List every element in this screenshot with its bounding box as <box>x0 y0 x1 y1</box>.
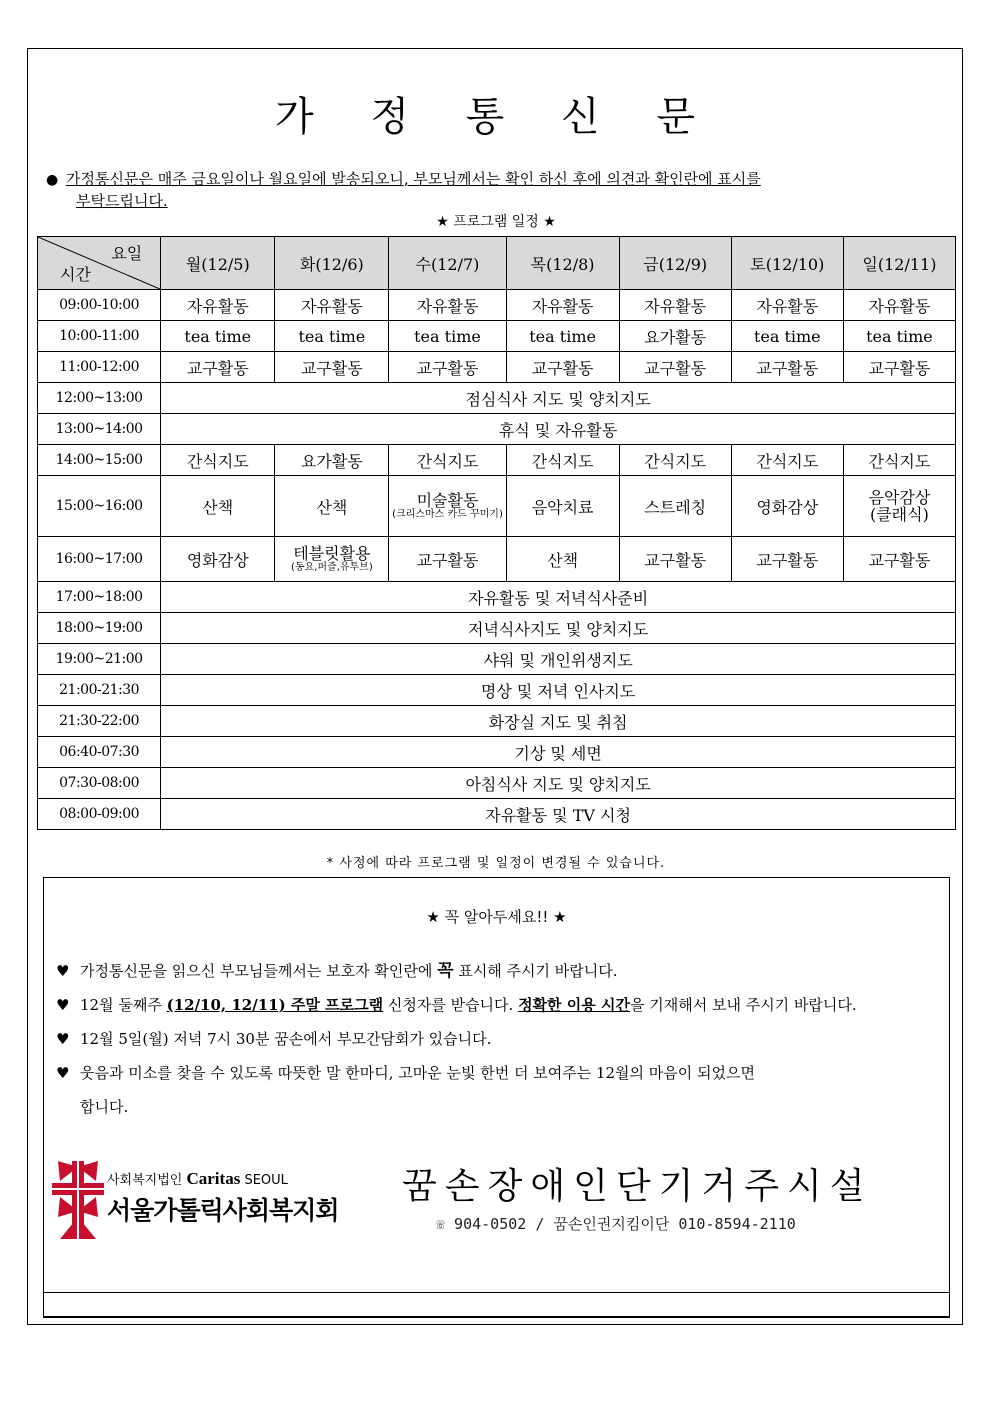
activity-cell <box>843 537 955 582</box>
activity-cell <box>619 321 731 352</box>
notice <box>46 168 916 212</box>
activity-cell <box>389 321 506 352</box>
activity-cell <box>843 445 955 476</box>
activity-cell <box>275 352 389 383</box>
activity-cell <box>506 476 619 537</box>
time-cell: 12:00~13:00 <box>38 383 161 414</box>
activity-label: 영화감상 <box>756 497 819 517</box>
activity-label: 간식지도 <box>756 451 819 471</box>
contact-info <box>436 1213 796 1234</box>
table-row <box>38 582 956 613</box>
day-header: 월(12/5) <box>161 237 275 290</box>
time-cell: 09:00-10:00 <box>38 290 161 321</box>
table-row <box>38 706 956 737</box>
span-activity-cell: 점심식사 지도 및 양치지도 <box>161 383 956 414</box>
heart-icon: ♥ <box>56 1064 70 1082</box>
activity-label: 교구활동 <box>416 550 479 570</box>
span-activity-cell: 자유활동 및 TV 시청 <box>161 799 956 830</box>
activity-sublabel: (크리스마스 카드 꾸미기) <box>392 508 503 520</box>
activity-label: 교구활동 <box>756 550 819 570</box>
activity-cell <box>731 352 843 383</box>
notice-line-1: 가정통신문은 매주 금요일이나 월요일에 발송되오니, 부모님께서는 확인 하신 후에 의견과 확인란에 표시를 <box>66 170 761 188</box>
activity-label: 요가활동 <box>300 451 363 471</box>
day-header: 토(12/10) <box>731 237 843 290</box>
activity-label: tea time <box>753 326 821 346</box>
org-name: 서울가톨릭사회복지회 <box>107 1196 339 1225</box>
table-row <box>38 768 956 799</box>
activity-label: 자유활동 <box>300 296 363 316</box>
table-row <box>38 290 956 321</box>
activity-cell <box>843 290 955 321</box>
time-cell: 10:00-11:00 <box>38 321 161 352</box>
day-header: 화(12/6) <box>275 237 389 290</box>
activity-cell <box>731 537 843 582</box>
span-activity-cell: 기상 및 세면 <box>161 737 956 768</box>
table-row <box>38 383 956 414</box>
day-header: 목(12/8) <box>506 237 619 290</box>
activity-label: 교구활동 <box>868 358 931 378</box>
corner-time-label: 시간 <box>60 265 91 284</box>
time-cell: 16:00~17:00 <box>38 537 161 582</box>
heart-icon: ♥ <box>56 1030 70 1048</box>
time-cell: 18:00~19:00 <box>38 613 161 644</box>
activity-label: 간식지도 <box>644 451 707 471</box>
schedule-title: ★ 프로그램 일정 ★ <box>436 214 556 230</box>
activity-cell <box>275 290 389 321</box>
span-activity-cell: 휴식 및 자유활동 <box>161 414 956 445</box>
note-text: 을 기재해서 보내 주시기 바랍니다. <box>629 996 857 1014</box>
activity-label: 간식지도 <box>416 451 479 471</box>
activity-label: 자유활동 <box>756 296 819 316</box>
activity-cell <box>619 290 731 321</box>
note-text: 웃음과 미소를 찾을 수 있도록 따뜻한 말 한마디, 고마운 눈빛 한번 더 보여주는 12월의 마음이 되었으면 <box>80 1064 755 1082</box>
caritas-cross-icon <box>52 1161 104 1239</box>
activity-label: 산책 <box>547 550 579 570</box>
table-row <box>38 537 956 582</box>
span-activity-cell: 자유활동 및 저녁식사준비 <box>161 582 956 613</box>
activity-sublabel: (동요,퍼즐,유투브) <box>290 561 373 573</box>
time-cell: 13:00~14:00 <box>38 414 161 445</box>
note-text: 12월 5일(월) 저녁 7시 30분 꿈손에서 부모간담회가 있습니다. <box>80 1030 492 1048</box>
activity-label: 요가활동 <box>644 327 707 347</box>
note-emphasis: (12/10, 12/11) 주말 프로그램 <box>166 996 384 1014</box>
notice-line-2: 부탁드립니다. <box>76 192 168 210</box>
time-cell: 15:00~16:00 <box>38 476 161 537</box>
note-text: 표시해 주시기 바랍니다. <box>453 962 618 980</box>
table-row <box>38 644 956 675</box>
activity-cell <box>161 290 275 321</box>
activity-label: 간식지도 <box>186 451 249 471</box>
time-cell: 17:00~18:00 <box>38 582 161 613</box>
span-activity-cell: 샤워 및 개인위생지도 <box>161 644 956 675</box>
activity-label: 자유활동 <box>868 296 931 316</box>
note-item <box>56 988 936 1022</box>
activity-cell <box>506 537 619 582</box>
table-row <box>38 445 956 476</box>
bullet-icon: ● <box>46 172 59 188</box>
activity-cell <box>389 445 506 476</box>
activity-cell <box>619 537 731 582</box>
table-row <box>38 476 956 537</box>
table-row <box>38 737 956 768</box>
table-row <box>38 321 956 352</box>
phone-icon: ☏ <box>436 1215 446 1233</box>
activity-label: 교구활동 <box>531 358 594 378</box>
notes-list <box>56 954 936 1124</box>
note-text: 12월 둘째주 <box>80 996 167 1014</box>
activity-cell <box>161 445 275 476</box>
corner-cell <box>38 237 161 290</box>
activity-cell <box>506 445 619 476</box>
activity-cell <box>275 476 389 537</box>
activity-cell <box>731 445 843 476</box>
activity-cell <box>619 476 731 537</box>
activity-label: 자유활동 <box>644 296 707 316</box>
activity-label: 테블릿활용 <box>293 543 371 563</box>
time-cell: 06:40-07:30 <box>38 737 161 768</box>
table-header-row <box>38 237 956 290</box>
table-row <box>38 414 956 445</box>
table-row <box>38 352 956 383</box>
activity-label: 교구활동 <box>416 358 479 378</box>
activity-label: 간식지도 <box>531 451 594 471</box>
day-header: 일(12/11) <box>843 237 955 290</box>
info-box <box>43 877 950 1317</box>
note-emphasis: 정확한 이용 시간 <box>518 996 630 1014</box>
note-item <box>56 1056 936 1124</box>
day-header: 금(12/9) <box>619 237 731 290</box>
activity-sublabel: (클래식) <box>869 505 929 524</box>
activity-cell <box>161 537 275 582</box>
activity-cell <box>843 321 955 352</box>
activity-label: 음악감상 <box>868 488 931 507</box>
table-row <box>38 799 956 830</box>
activity-label: 미술활동 <box>416 490 479 510</box>
activity-cell <box>619 352 731 383</box>
note-text: 가정통신문을 읽으신 부모님들께서는 보호자 확인란에 <box>80 962 438 980</box>
activity-cell <box>389 290 506 321</box>
note-item <box>56 954 936 988</box>
table-row <box>38 675 956 706</box>
activity-label: 교구활동 <box>186 358 249 378</box>
facility-name: 꿈손장애인단기거주시설 <box>402 1166 873 1207</box>
activity-cell <box>389 476 506 537</box>
activity-cell <box>275 445 389 476</box>
time-cell: 14:00~15:00 <box>38 445 161 476</box>
activity-cell <box>843 352 955 383</box>
caritas-logo <box>52 1161 382 1245</box>
activity-cell <box>161 321 275 352</box>
span-activity-cell: 화장실 지도 및 취침 <box>161 706 956 737</box>
activity-label: tea time <box>866 326 933 346</box>
activity-label: 교구활동 <box>868 550 931 570</box>
activity-cell <box>389 537 506 582</box>
activity-label: tea time <box>414 326 481 346</box>
activity-cell <box>161 476 275 537</box>
activity-label: 교구활동 <box>300 358 363 378</box>
activity-cell <box>506 352 619 383</box>
note-emphasis: 꼭 <box>437 961 454 981</box>
activity-cell <box>619 445 731 476</box>
activity-cell <box>161 352 275 383</box>
activity-label: tea time <box>529 326 596 346</box>
note-text: 신청자를 받습니다. <box>383 996 519 1014</box>
disclaimer: * 사정에 따라 프로그램 및 일정이 변경될 수 있습니다. <box>326 856 666 871</box>
activity-label: 산책 <box>202 497 234 517</box>
activity-cell <box>731 321 843 352</box>
time-cell: 21:30-22:00 <box>38 706 161 737</box>
time-cell: 08:00-09:00 <box>38 799 161 830</box>
table-row <box>38 613 956 644</box>
org-subtitle: 사회복지법인 Caritas SEOUL <box>107 1169 288 1188</box>
corner-day-label: 요일 <box>111 244 143 263</box>
time-cell: 11:00-12:00 <box>38 352 161 383</box>
contact-text: 904-0502 / 꿈손인권지킴이단 010-8594-2110 <box>445 1215 796 1233</box>
activity-label: 영화감상 <box>186 550 249 570</box>
activity-label: tea time <box>184 326 252 346</box>
span-activity-cell: 아침식사 지도 및 양치지도 <box>161 768 956 799</box>
activity-cell <box>843 476 955 537</box>
schedule-table <box>37 236 956 830</box>
heart-icon: ♥ <box>56 996 70 1014</box>
activity-label: 음악치료 <box>531 497 594 517</box>
activity-label: 자유활동 <box>531 296 594 316</box>
info-title: ★ 꼭 알아두세요!! ★ <box>426 908 567 926</box>
page-title: 가 정 통 신 문 <box>274 94 718 140</box>
time-cell: 19:00~21:00 <box>38 644 161 675</box>
activity-label: 교구활동 <box>644 550 707 570</box>
activity-cell <box>275 321 389 352</box>
activity-cell <box>506 321 619 352</box>
span-activity-cell: 저녁식사지도 및 양치지도 <box>161 613 956 644</box>
activity-label: 자유활동 <box>186 296 249 316</box>
activity-label: 스트레칭 <box>644 497 707 517</box>
activity-label: 산책 <box>316 497 348 517</box>
note-text: 합니다. <box>80 1098 129 1116</box>
bottom-strip <box>43 1292 950 1318</box>
activity-cell <box>731 290 843 321</box>
time-cell: 21:00-21:30 <box>38 675 161 706</box>
activity-label: 자유활동 <box>416 296 479 316</box>
activity-cell <box>506 290 619 321</box>
activity-label: 간식지도 <box>868 451 931 471</box>
heart-icon: ♥ <box>56 962 70 980</box>
activity-label: tea time <box>298 326 366 346</box>
activity-cell <box>275 537 389 582</box>
activity-cell <box>731 476 843 537</box>
activity-cell <box>389 352 506 383</box>
day-header: 수(12/7) <box>389 237 506 290</box>
note-item <box>56 1022 936 1056</box>
activity-label: 교구활동 <box>756 358 819 378</box>
span-activity-cell: 명상 및 저녁 인사지도 <box>161 675 956 706</box>
activity-label: 교구활동 <box>644 358 707 378</box>
time-cell: 07:30-08:00 <box>38 768 161 799</box>
